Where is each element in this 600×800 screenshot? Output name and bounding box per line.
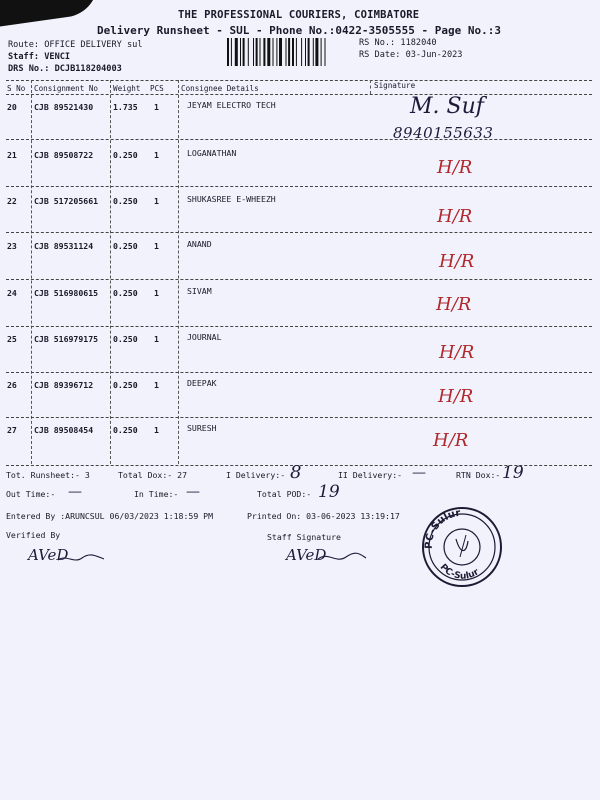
row-pcs: 1: [154, 425, 159, 435]
row-signature: H/R: [437, 206, 473, 227]
barcode-bar: [273, 38, 274, 66]
barcode-bar: [240, 38, 241, 66]
entered-by: Entered By :ARUNCSUL 06/03/2023 1:18:59 PM: [6, 511, 214, 521]
staff-signature-label: Staff Signature: [267, 532, 341, 542]
drs-number: DRS No.: DCJB118204003: [8, 64, 122, 74]
row-consignment: CJB 516979175: [34, 334, 99, 344]
row-signature: M. Suf: [410, 94, 484, 119]
row-signature: H/R: [437, 157, 473, 178]
row-signature-phone: 8940155633: [393, 124, 494, 142]
pc-sulur-stamp: [420, 505, 504, 589]
barcode: [227, 38, 353, 66]
row-consignee: LOGANATHAN: [187, 148, 237, 158]
row-pcs: 1: [154, 150, 159, 160]
col-weight-header: Weight: [113, 84, 141, 93]
row-pcs: 1: [154, 241, 159, 251]
rtn-dox-label: RTN Dox:-: [456, 470, 501, 480]
table-header-rule: [6, 94, 592, 95]
row-pcs: 1: [154, 196, 159, 206]
row-weight: 0.250: [113, 334, 138, 344]
company-title: THE PROFESSIONAL COURIERS, COIMBATORE: [178, 9, 420, 21]
stamp-top-text: PC-Sulur: [423, 507, 462, 550]
printed-on: Printed On: 03-06-2023 13:19:17: [247, 511, 400, 521]
row-weight: 0.250: [113, 288, 138, 298]
row-rule: [6, 372, 592, 373]
out-time-value: —: [68, 484, 82, 500]
row-weight: 0.250: [113, 425, 138, 435]
row-weight: 0.250: [113, 196, 138, 206]
row-signature: H/R: [438, 386, 474, 407]
barcode-bar: [235, 38, 238, 66]
col-signature-header: Signature: [374, 81, 416, 90]
col-sep-4: [370, 80, 371, 94]
barcode-bar: [248, 38, 249, 66]
staff-label: Staff: VENCI: [8, 52, 71, 62]
row-weight: 0.250: [113, 380, 138, 390]
col-consignee-header: Consignee Details: [181, 84, 259, 93]
row-consignment: CJB 89396712: [34, 380, 94, 390]
barcode-bar: [231, 38, 232, 66]
verified-by-signature: AVeD: [28, 546, 69, 564]
row-signature: H/R: [433, 430, 469, 451]
barcode-bar: [301, 38, 302, 66]
row-weight: 0.250: [113, 150, 138, 160]
barcode-bar: [256, 38, 258, 66]
row-consignee: SHUKASREE E-WHEEZH: [187, 194, 276, 204]
i-delivery-label: I Delivery:-: [226, 470, 286, 480]
row-sno: 27: [7, 425, 17, 435]
row-sno: 21: [7, 150, 17, 160]
row-rule: [6, 417, 592, 418]
barcode-bar: [296, 38, 297, 66]
in-time-label: In Time:-: [134, 489, 179, 499]
barcode-bar: [267, 38, 270, 66]
row-pcs: 1: [154, 288, 159, 298]
barcode-bar: [260, 38, 261, 66]
col-consignment-header: Consignment No: [34, 84, 99, 93]
col-sno-header: S No: [7, 84, 26, 93]
rs-number: RS No.: 1182040: [359, 38, 437, 48]
row-consignee: SURESH: [187, 423, 217, 433]
row-signature: H/R: [436, 294, 472, 315]
verified-by-label: Verified By: [6, 530, 61, 540]
col-sep-2: [110, 80, 111, 464]
row-weight: 1.735: [113, 102, 138, 112]
row-consignee: DEEPAK: [187, 378, 217, 388]
i-delivery-value: 8: [290, 462, 302, 483]
row-sno: 24: [7, 288, 17, 298]
in-time-value: —: [186, 484, 200, 500]
ii-delivery-value: —: [412, 465, 426, 481]
barcode-bar: [305, 38, 306, 66]
row-consignment: CJB 89521430: [34, 102, 94, 112]
rs-date: RS Date: 03-Jun-2023: [359, 50, 463, 60]
row-consignment: CJB 516980615: [34, 288, 99, 298]
row-sno: 23: [7, 241, 17, 251]
runsheet-subtitle: Delivery Runsheet - SUL - Phone No.:0422-3505555 - Page No.:3: [97, 24, 501, 37]
barcode-bar: [325, 38, 326, 66]
barcode-bar: [308, 38, 310, 66]
row-pcs: 1: [154, 334, 159, 344]
stamp-seal-icon: [420, 505, 504, 589]
row-rule: [6, 279, 592, 280]
row-sno: 26: [7, 380, 17, 390]
row-rule: [6, 186, 592, 187]
row-rule: [6, 232, 592, 233]
barcode-bar: [313, 38, 314, 66]
row-sno: 20: [7, 102, 17, 112]
row-rule: [6, 326, 592, 327]
barcode-bar: [276, 38, 277, 66]
row-sno: 25: [7, 334, 17, 344]
total-pod-value: 19: [318, 482, 340, 502]
row-consignee: SIVAM: [187, 286, 212, 296]
row-consignee: JOURNAL: [187, 332, 222, 342]
barcode-bar: [263, 38, 265, 66]
total-pod-label: Total POD:-: [257, 489, 312, 499]
stamp-bottom-text: PC-Sulur: [437, 562, 481, 582]
barcode-bar: [286, 38, 287, 66]
scan-corner-mark: [0, 0, 102, 27]
rtn-dox-value: 19: [502, 463, 524, 483]
out-time-label: Out Time:-: [6, 489, 56, 499]
row-consignment: CJB 89531124: [34, 241, 94, 251]
staff-signature: AVeD: [286, 546, 327, 564]
row-consignee: JEYAM ELECTRO TECH: [187, 100, 276, 110]
total-dox: Total Dox:- 27: [118, 470, 188, 480]
row-consignment: CJB 89508454: [34, 425, 94, 435]
barcode-bar: [315, 38, 318, 66]
tot-runsheet: Tot. Runsheet:- 3: [6, 470, 90, 480]
row-sno: 22: [7, 196, 17, 206]
row-signature: H/R: [439, 342, 475, 363]
barcode-bar: [227, 38, 229, 66]
row-consignee: ANAND: [187, 239, 212, 249]
row-consignment: CJB 89508722: [34, 150, 94, 160]
row-rule: [6, 139, 592, 140]
barcode-bar: [321, 38, 322, 66]
col-sep-3: [178, 80, 179, 464]
col-sep-1: [31, 80, 32, 464]
barcode-bar: [253, 38, 254, 66]
ii-delivery-label: II Delivery:-: [338, 470, 403, 480]
row-consignment: CJB 517205661: [34, 196, 99, 206]
staff-signature-flourish: [316, 550, 368, 566]
barcode-bar: [279, 38, 282, 66]
barcode-bar: [288, 38, 290, 66]
row-pcs: 1: [154, 380, 159, 390]
verified-signature-flourish: [56, 552, 106, 566]
row-pcs: 1: [154, 102, 159, 112]
row-signature: H/R: [439, 251, 475, 272]
barcode-bar: [292, 38, 294, 66]
table-top-rule: [6, 80, 592, 81]
row-weight: 0.250: [113, 241, 138, 251]
route-label: Route: OFFICE DELIVERY sul: [8, 40, 143, 50]
col-pcs-header: PCS: [150, 84, 164, 93]
barcode-bar: [243, 38, 245, 66]
